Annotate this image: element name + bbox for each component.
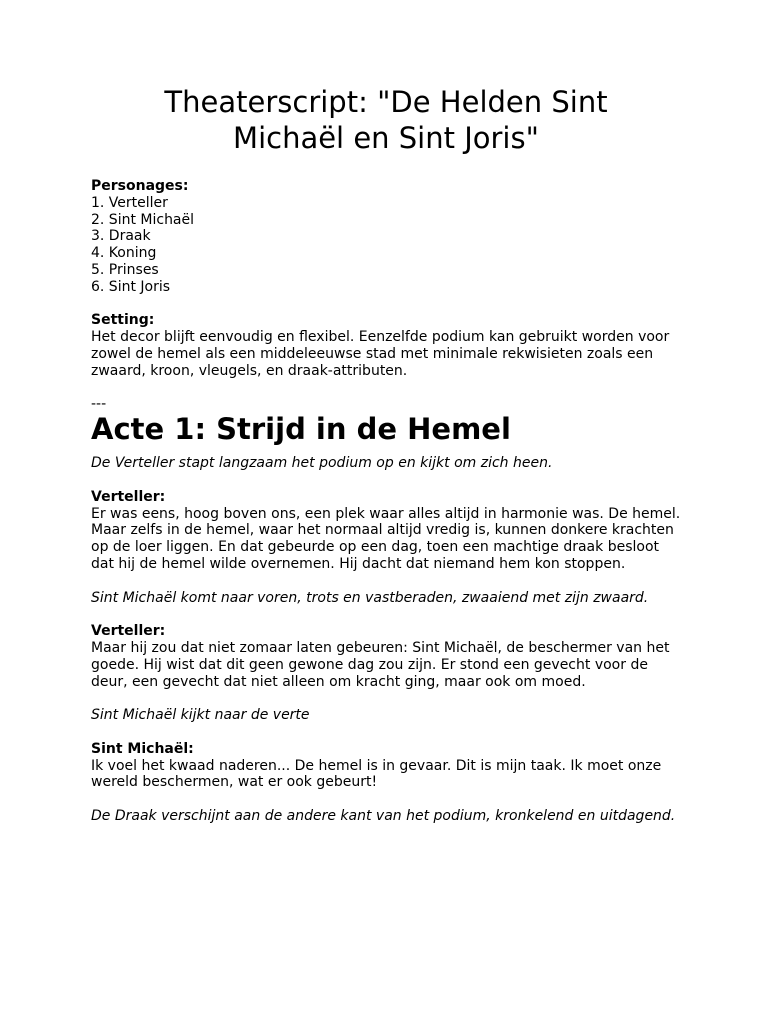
cast-item: 4. Koning [91, 245, 157, 262]
speaker-label: Sint Michaël: [91, 740, 194, 757]
page-title: Theaterscript: "De Helden Sint Michaël en Sint Joris" [164, 85, 608, 155]
cast-item: 6. Sint Joris [91, 278, 171, 295]
cast-item: 5. Prinses [91, 261, 159, 278]
cast-item: 3. Draak [91, 228, 151, 245]
dialogue-text: Er was eens, hoog boven ons, een plek waar alles altijd in harmonie was. De hemel. Maar zelfs in de hemel, waar het normaal altijd vredig is, kunnen donkere krachten op de loer liggen. En dat gebeurde op een dag, toen een machtige draak besloot dat hij de hemel wilde overnemen. Hij dacht dat niemand hem kon stoppen. [91, 505, 681, 572]
stage-direction: De Verteller stapt langzaam het podium op en kijkt om zich heen. [91, 455, 553, 472]
personages-label: Personages: [91, 178, 189, 194]
speaker-label: Verteller: [91, 623, 166, 640]
separator: --- [91, 396, 107, 413]
cast-item: 1. Verteller [91, 194, 168, 211]
setting-section [91, 312, 681, 379]
setting-label: Setting: [91, 312, 155, 329]
setting-text: Het decor blijft eenvoudig en flexibel. Eenzelfde podium kan gebruikt worden voor zowel de hemel als een middeleeuwse stad met minimale rekwisieten zoals een zwaard, kroon, vleugels, en draak-attributen. [91, 329, 670, 379]
stage-direction: Sint Michaël kijkt naar de verte [91, 707, 310, 724]
document-page [91, 84, 681, 825]
personages-section [91, 178, 681, 296]
act-heading: Acte 1: Strijd in de Hemel [91, 412, 511, 447]
dialogue-text: Maar hij zou dat niet zomaar laten gebeuren: Sint Michaël, de beschermer van het goede. Hij wist dat dit geen gewone dag zou zijn. Er stond een gevecht voor de deur, een gevecht dat niet alleen om kracht ging, maar ook om moed. [91, 639, 670, 690]
cast-list [91, 195, 681, 296]
speaker-label: Verteller: [91, 488, 166, 505]
stage-direction: Sint Michaël komt naar voren, trots en vastberaden, zwaaiend met zijn zwaard. [91, 589, 649, 606]
cast-item: 2. Sint Michaël [91, 211, 195, 228]
dialogue-text: Ik voel het kwaad naderen... De hemel is in gevaar. Dit is mijn taak. Ik moet onze wereld beschermen, wat er ook gebeurt! [91, 757, 662, 791]
stage-direction: De Draak verschijnt aan de andere kant van het podium, kronkelend en uitdagend. [91, 807, 676, 824]
